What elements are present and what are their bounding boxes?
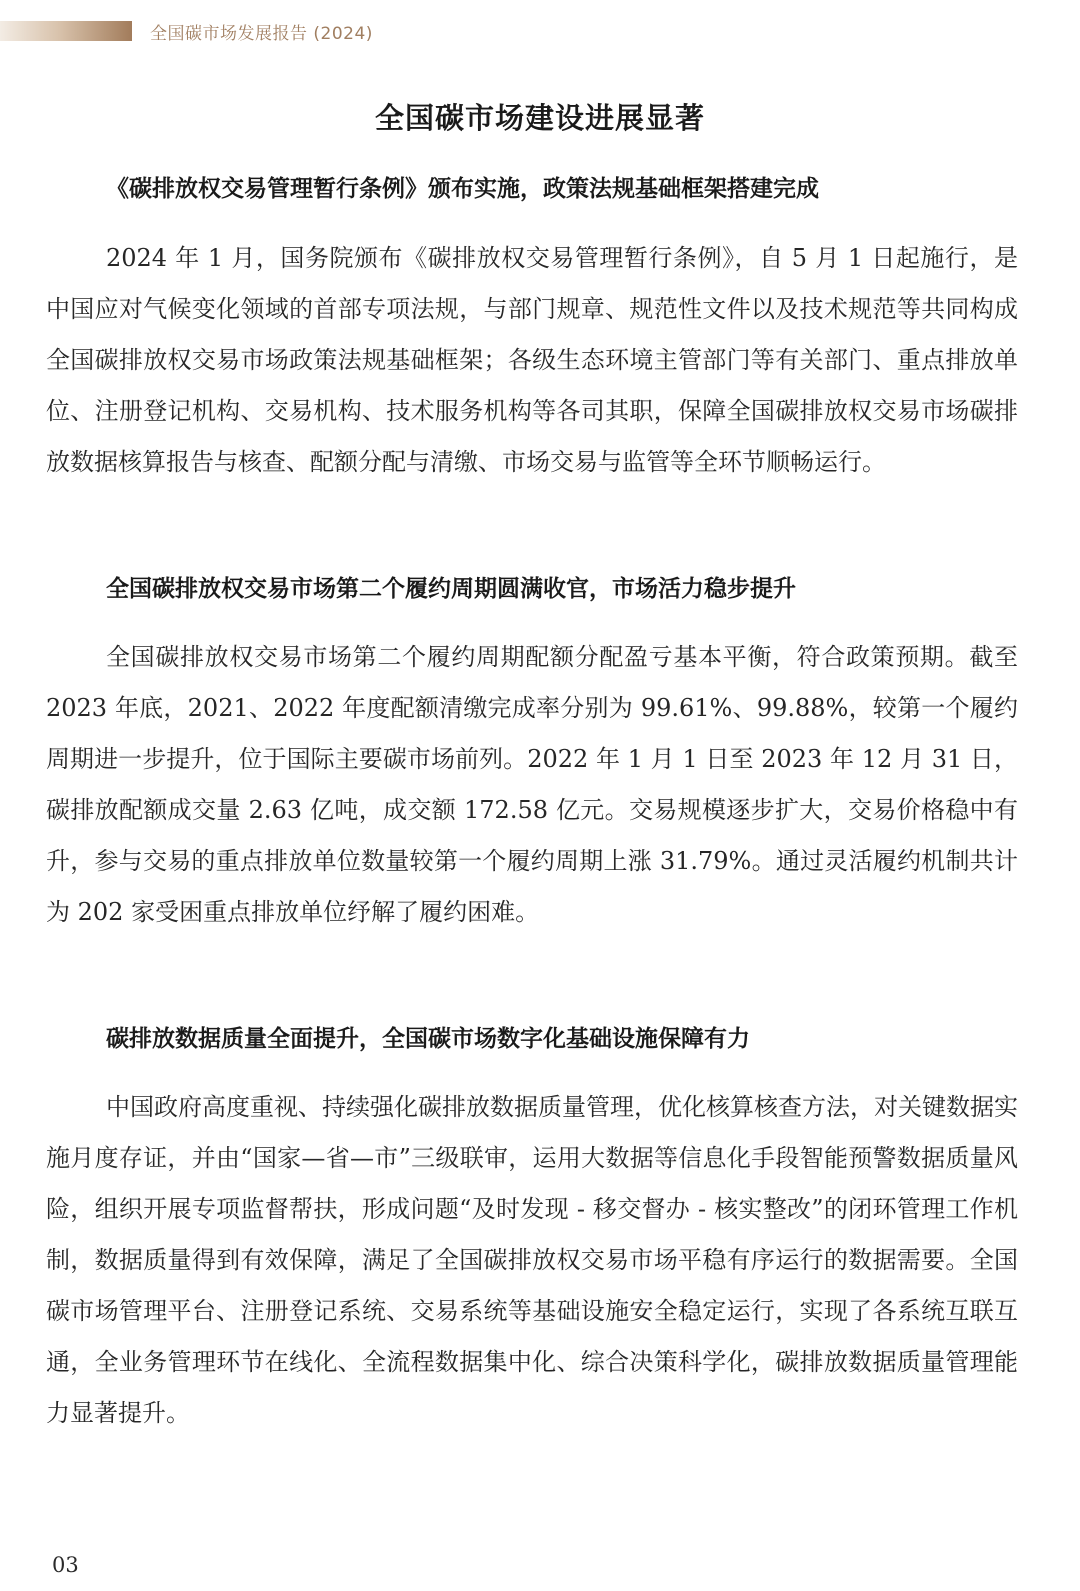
report-header-title: 全国碳市场发展报告 (2024): [150, 24, 373, 44]
section-heading-2: 全国碳排放权交易市场第二个履约周期圆满收官，市场活力稳步提升: [106, 575, 796, 602]
section-heading-1: 《碳排放权交易管理暂行条例》颁布实施，政策法规基础框架搭建完成: [106, 175, 819, 202]
section-paragraph-3: 中国政府高度重视、持续强化碳排放数据质量管理，优化核算核查方法，对关键数据实施月度存证，并由“国家—省—市”三级联审，运用大数据等信息化手段智能预警数据质量风险，组织开展专项监督帮扶，形成问题“及时发现 - 移交督办 - 核实整改”的闭环管理工作机制，数据质量得到有效保障，满足了全国碳排放权交易市场平稳有序运行的数据需要。全国碳市场管理平台、注册登记系统、交易系统等基础设施安全稳定运行，实现了各系统互联互通，全业务管理环节在线化、全流程数据集中化、综合决策科学化，碳排放数据质量管理能力显著提升。: [46, 1093, 1018, 1427]
page-title: 全国碳市场建设进展显著: [374, 101, 705, 135]
header-decoration-bar: [0, 21, 132, 41]
section-paragraph-1: 2024 年 1 月，国务院颁布《碳排放权交易管理暂行条例》，自 5 月 1 日起施行，是中国应对气候变化领域的首部专项法规，与部门规章、规范性文件以及技术规范等共同构成全国碳排放权交易市场政策法规基础框架；各级生态环境主管部门等有关部门、重点排放单位、注册登记机构、交易机构、技术服务机构等各司其职，保障全国碳排放权交易市场碳排放数据核算报告与核查、配额分配与清缴、市场交易与监管等全环节顺畅运行。: [46, 244, 1018, 476]
section-heading-3: 碳排放数据质量全面提升，全国碳市场数字化基础设施保障有力: [106, 1025, 750, 1052]
page-number: 03: [52, 1553, 79, 1577]
section-paragraph-2: 全国碳排放权交易市场第二个履约周期配额分配盈亏基本平衡，符合政策预期。截至 2023 年底，2021、2022 年度配额清缴完成率分别为 99.61%、99.88%，较第一个履约周期进一步提升，位于国际主要碳市场前列。2022 年 1 月 1 日至 2023 年 12 月 31 日，碳排放配额成交量 2.63 亿吨，成交额 172.58 亿元。交易规模逐步扩大，交易价格稳中有升，参与交易的重点排放单位数量较第一个履约周期上涨 31.79%。通过灵活履约机制共计为 202 家受困重点排放单位纾解了履约困难。: [46, 643, 1018, 926]
